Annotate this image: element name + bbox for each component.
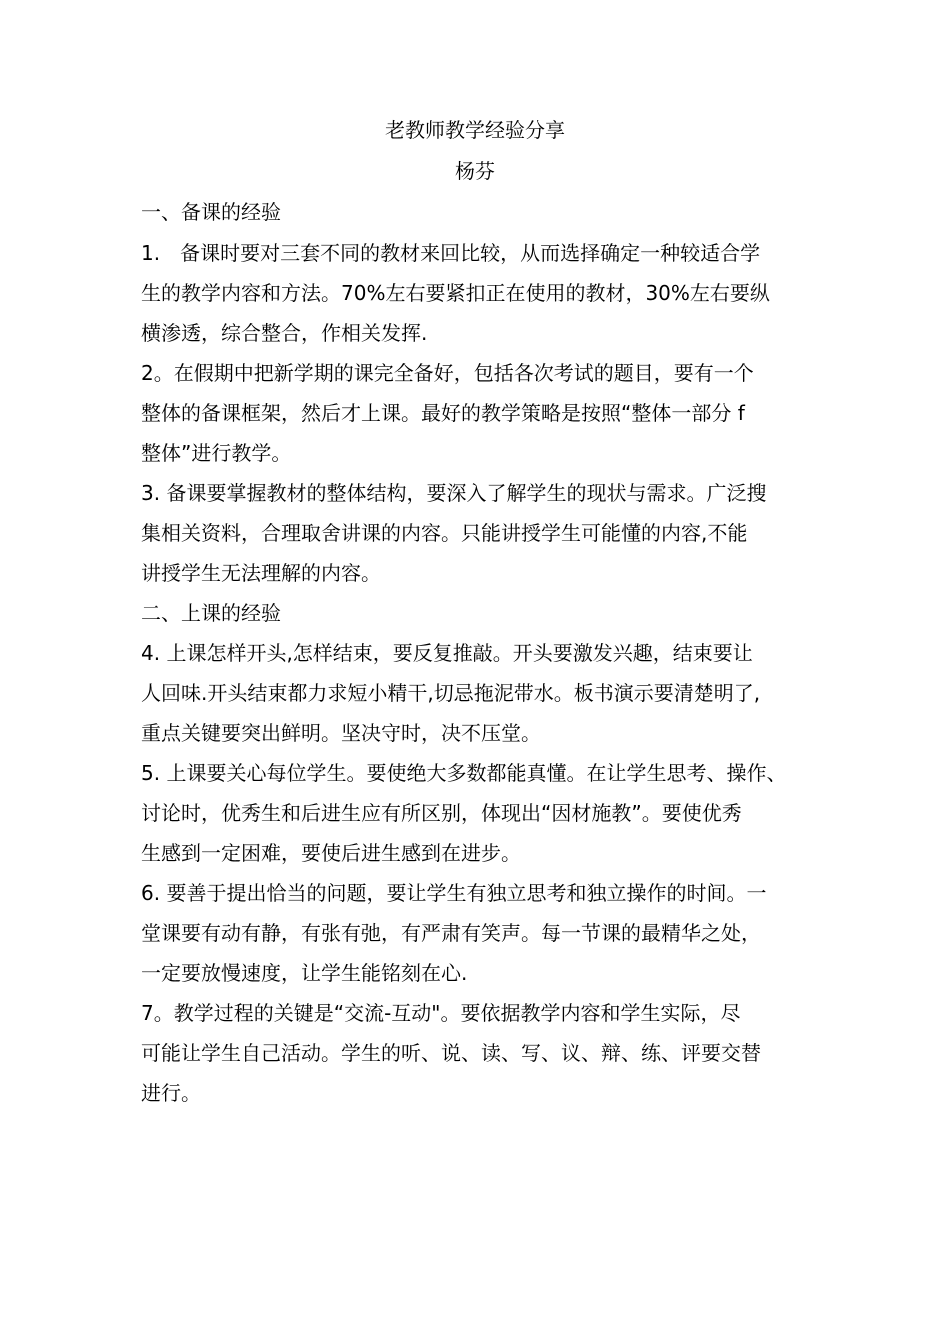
paragraph-line: 整体”进行教学。 — [141, 441, 292, 465]
paragraph-line: 横渗透，综合整合，作相关发挥. — [141, 321, 428, 345]
document-title: 老教师教学经验分享 — [385, 118, 565, 142]
paragraph-line: 2。在假期中把新学期的课完全备好，包括各次考试的题目，要有一个 — [141, 361, 754, 385]
paragraph-line: 一定要放慢速度，让学生能铭刻在心. — [141, 961, 468, 985]
paragraph-line: 进行。 — [141, 1081, 201, 1105]
document-author: 杨芬 — [455, 159, 495, 183]
paragraph-line: 1. 备课时要对三套不同的教材来回比较，从而选择确定一种较适合学 — [141, 241, 761, 265]
paragraph-line: 人回味.开头结束都力求短小精干,切忌拖泥带水。板书演示要清楚明了, — [141, 681, 761, 705]
paragraph-line: 集相关资料，合理取舍讲课的内容。只能讲授学生可能懂的内容,不能 — [141, 521, 748, 545]
section-heading-lesson-prep: 一、备课的经验 — [141, 200, 281, 224]
paragraph-line: 讲授学生无法理解的内容。 — [141, 561, 381, 585]
paragraph-line: 7。教学过程的关键是“交流-互动"。要依据教学内容和学生实际，尽 — [141, 1001, 741, 1025]
paragraph-line: 讨论时，优秀生和后进生应有所区别，体现出“因材施教”。要使优秀 — [141, 801, 742, 825]
section-heading-teaching: 二、上课的经验 — [141, 601, 281, 625]
paragraph-line: 6. 要善于提出恰当的问题，要让学生有独立思考和独立操作的时间。一 — [141, 881, 767, 905]
paragraph-line: 4. 上课怎样开头,怎样结束，要反复推敲。开头要激发兴趣，结束要让 — [141, 641, 753, 665]
paragraph-line: 可能让学生自己活动。学生的听、说、读、写、议、辩、练、评要交替 — [141, 1041, 761, 1065]
paragraph-line: 生感到一定困难，要使后进生感到在进步。 — [141, 841, 521, 865]
paragraph-line: 5. 上课要关心每位学生。要使绝大多数都能真懂。在让学生思考、操作、 — [141, 761, 787, 785]
paragraph-line: 重点关键要突出鲜明。坚决守时，决不压堂。 — [141, 721, 541, 745]
paragraph-line: 整体的备课框架，然后才上课。最好的教学策略是按照“整体一部分 f — [141, 401, 745, 425]
paragraph-line: 生的教学内容和方法。70%左右要紧扣正在使用的教材，30%左右要纵 — [141, 281, 770, 305]
paragraph-line: 堂课要有动有静，有张有弛，有严肃有笑声。每一节课的最精华之处， — [141, 921, 761, 945]
paragraph-line: 3. 备课要掌握教材的整体结构，要深入了解学生的现状与需求。广泛搜 — [141, 481, 767, 505]
